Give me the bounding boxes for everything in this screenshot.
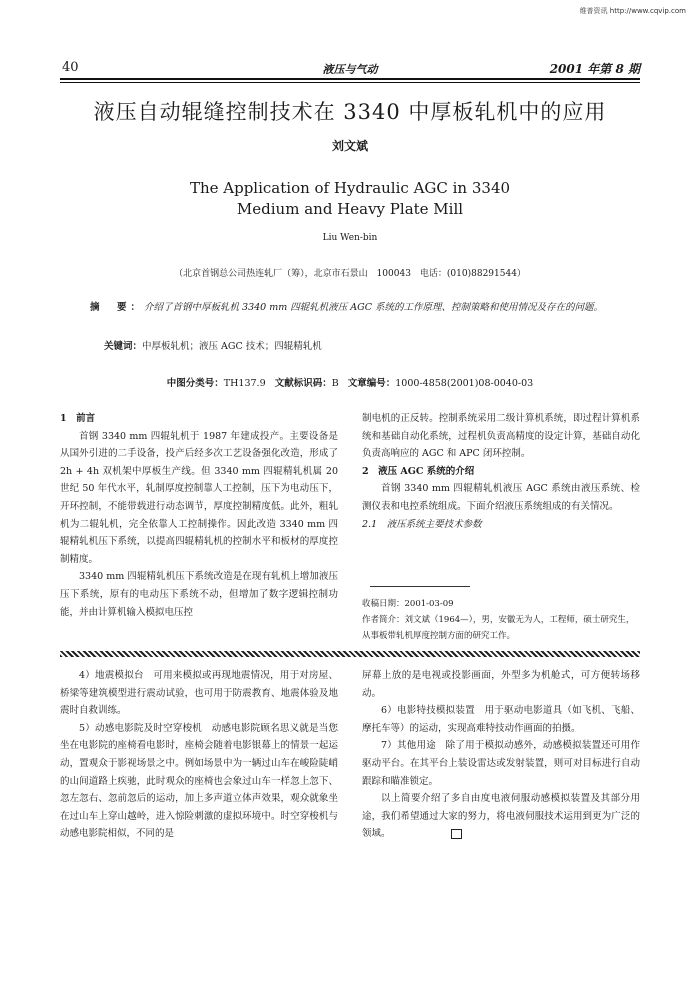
clc-value: TH137.9 <box>223 378 266 389</box>
abstract <box>90 300 610 316</box>
issue-number: 2001 年第 8 期 <box>549 62 640 76</box>
received-date: 收稿日期：2001-03-09 <box>362 599 454 609</box>
paragraph: 屏幕上放的是电视或投影画面，外型多为机舱式，可方便转场移动。 <box>362 670 640 699</box>
journal-name: 液压与气动 <box>322 63 378 76</box>
abstract-text: 介绍了首钢中厚板轧机 3340 mm 四辊轧机液压 AGC 系统的工作原理、控制策略和使用情况及存在的问题。 <box>144 302 604 313</box>
paragraph: 首钢 3340 mm 四辊精轧机液压 AGC 系统由液压系统、检测仪表和电控系统组成。下面介绍液压系统组成的有关情况。 <box>362 483 640 512</box>
page-number: 40 <box>62 60 79 75</box>
keywords <box>104 338 610 352</box>
header-rule-thin <box>60 82 640 83</box>
section-heading-intro: 1 前言 <box>60 413 96 424</box>
doc-code-label: 文献标识码： <box>274 378 332 389</box>
paragraph: 制电机的正反转。控制系统采用二级计算机系统，即过程计算机系统和基础自动化系统，过程机负责高精度的设定计算，基础自动化负责高响应的 AGC 和 APC 闭环控制。 <box>362 413 640 460</box>
continued-column-right <box>362 667 640 843</box>
subsection-heading: 2.1 液压系统主要技术参数 <box>362 518 482 530</box>
keywords-text: 中厚板轧机；液压 AGC 技术；四辊精轧机 <box>142 341 322 352</box>
section-heading-agc: 2 液压 AGC 系统的介绍 <box>362 465 475 477</box>
closing-text: 以上简要介绍了多自由度电液伺服动感模拟装置及其部分用途，我们希望通过大家的努力，将电液伺服技术运用到更为广泛的领域。 <box>362 793 640 840</box>
paragraph <box>362 790 640 843</box>
paragraph: 5）动感电影院及时空穿梭机 动感电影院顾名思义就是当您坐在电影院的座椅看电影时，座椅会随着电影银幕上的情景一起运动，置观众于影视场景之中。例如场景中为一辆过山车在峻险陡峭的山间道路上疾驰，此时观众的座椅也会象过山车一样忽上忽下、忽左忽右、忽前忽后的运动，加上多声道立体声效果，观众就象坐在过山车上穿山越岭，进入惊险刺激的虚拟环境中。时空穿梭机与动感电影院相似，不同的是 <box>60 722 338 840</box>
body-column-left <box>60 410 338 621</box>
article-no-value: 1000-4858(2001)08-0040-03 <box>395 378 534 389</box>
article-no-label: 文章编号： <box>347 378 396 389</box>
clc-label: 中图分类号： <box>166 378 224 389</box>
body-column-right <box>362 410 640 533</box>
author-chinese: 刘文斌 <box>331 139 368 153</box>
end-mark-icon <box>451 829 462 839</box>
title-english <box>0 178 700 220</box>
abstract-label: 摘 要： <box>90 302 145 313</box>
title-english-line2: Medium and Heavy Plate Mill <box>236 200 464 218</box>
author-english: Liu Wen-bin <box>322 233 378 243</box>
author-bio: 作者简介：刘文斌（1964—），男，安徽无为人，工程师，硕士研究生，从事板带轧机厚度控制方面的研究工作。 <box>362 615 635 641</box>
footnote-rule <box>370 586 470 587</box>
paragraph: 3340 mm 四辊精轧机压下系统改造是在现有轧机上增加液压压下系统，原有的电动压下系统不动，但增加了数字逻辑控制功能，并由计算机输入模拟电压控 <box>60 571 338 618</box>
keywords-label: 关键词： <box>104 341 143 352</box>
classification-line <box>0 375 700 389</box>
article-separator <box>60 651 640 657</box>
paragraph: 6）电影特技模拟装置 用于驱动电影道具（如飞机、飞船、摩托车等）的运动，实现高难特技动作画面的拍摄。 <box>362 705 640 734</box>
title-chinese: 液压自动辊缝控制技术在 3340 中厚板轧机中的应用 <box>93 100 607 124</box>
footnote <box>362 596 640 644</box>
header-rule <box>60 78 640 80</box>
continued-column-left <box>60 667 338 843</box>
paragraph: 首钢 3340 mm 四辊轧机于 1987 年建成投产。主要设备是从国外引进的二手设备，投产后经多次工艺设备强化改造，形成了 2h + 4h 双机架中厚板生产线。但 3340 mm 四辊精轧机属 20 世纪 50 年代水平，轧制厚度控制靠人工控制，压下为电动压下，开环控制，不能带载进行动态调节，厚度控制精度低。此外，粗轧机为二辊轧机，完全依靠人工控制操作。因此改造 3340 mm 四辊精轧机压下系统，以提高四辊精轧机的控制水平和板材的厚度控制精度。 <box>60 430 338 565</box>
paragraph: 4）地震模拟台 可用来模拟或再现地震情况，用于对房屋、桥梁等建筑模型进行震动试验，也可用于防震教育、地震体验及地震时自救训练。 <box>60 670 338 717</box>
doc-code-value: B <box>331 378 339 389</box>
watermark: 维普资讯 http://www.cqvip.com <box>579 7 686 15</box>
paragraph: 7）其他用途 除了用于模拟动感外，动感模拟装置还可用作驱动平台。在其平台上装设雷达或发射装置，则可对目标进行自动跟踪和瞄准锁定。 <box>362 740 640 787</box>
title-english-line1: The Application of Hydraulic AGC in 3340 <box>189 179 511 197</box>
affiliation: （北京首钢总公司热连轧厂（筹），北京市石景山 100043 电话：(010)88291544） <box>174 269 526 279</box>
